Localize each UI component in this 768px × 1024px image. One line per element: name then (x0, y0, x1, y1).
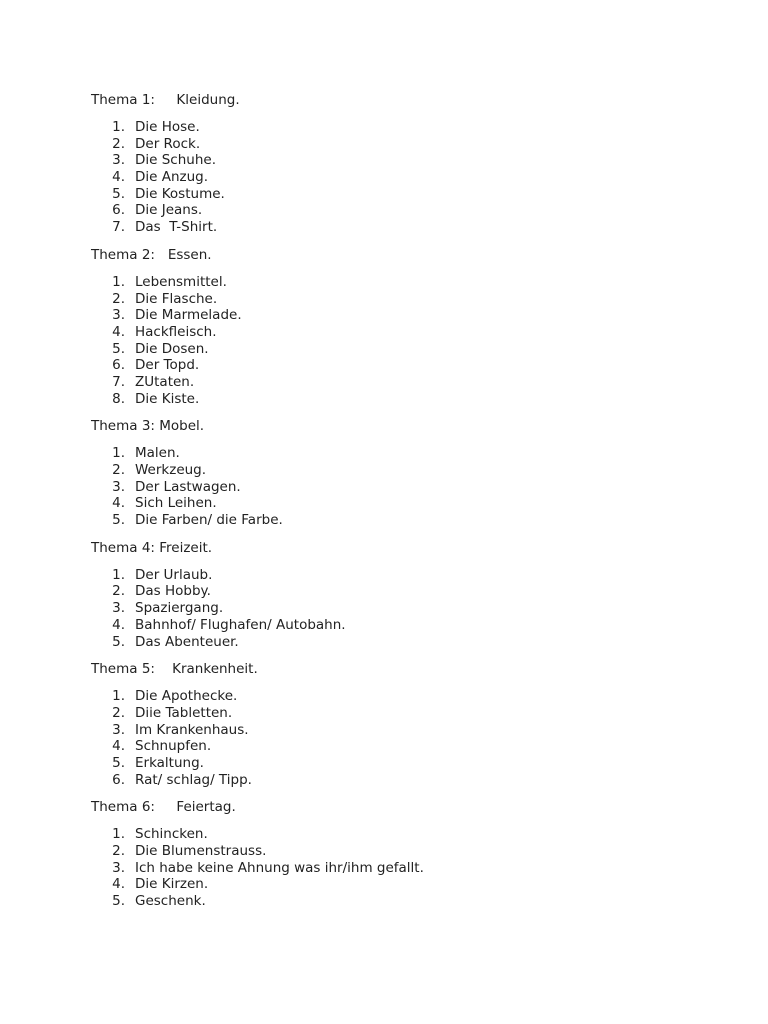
list-item-text: Schnupfen. (135, 738, 212, 755)
topic-vocab-list (91, 445, 731, 528)
list-item (91, 462, 731, 479)
topic-heading: Thema 2: Essen. (91, 246, 212, 263)
list-item (91, 688, 731, 705)
list-item-number: 3. (112, 600, 125, 617)
list-item (91, 893, 731, 910)
list-item (91, 119, 731, 136)
topic-section (91, 539, 731, 650)
list-item (91, 826, 731, 843)
list-item (91, 186, 731, 203)
list-item-text: Der Lastwagen. (135, 478, 241, 495)
list-item-number: 5. (112, 512, 125, 529)
list-item (91, 307, 731, 324)
list-item-text: Sich Leihen. (135, 495, 217, 512)
list-item-number: 4. (112, 616, 125, 633)
list-item-number: 3. (112, 307, 125, 324)
topic-section (91, 91, 731, 236)
topic-section (91, 417, 731, 528)
list-item-text: Die Apothecke. (135, 688, 238, 705)
topic-heading: Thema 4: Freizeit. (91, 539, 213, 556)
list-item-text: Der Topd. (135, 357, 200, 374)
list-item (91, 479, 731, 496)
list-item-number: 3. (112, 478, 125, 495)
list-item (91, 583, 731, 600)
list-item-number: 5. (112, 340, 125, 357)
list-item-number: 1. (112, 566, 125, 583)
topic-section (91, 246, 731, 408)
topic-section (91, 798, 731, 909)
list-item-text: Das Abenteuer. (135, 633, 239, 650)
list-item-text: Im Krankenhaus. (135, 721, 249, 738)
list-item (91, 324, 731, 341)
list-item-number: 3. (112, 152, 125, 169)
list-item-text: Die Kiste. (135, 390, 200, 407)
topic-vocab-list (91, 688, 731, 788)
list-item-number: 6. (112, 357, 125, 374)
list-item (91, 445, 731, 462)
list-item (91, 136, 731, 153)
list-item-text: Lebensmittel. (135, 273, 227, 290)
list-item-number: 4. (112, 495, 125, 512)
list-item (91, 876, 731, 893)
list-item-number: 2. (112, 583, 125, 600)
list-item-number: 2. (112, 704, 125, 721)
list-item (91, 495, 731, 512)
list-item (91, 374, 731, 391)
list-item-text: Bahnhof/ Flughafen/ Autobahn. (135, 616, 346, 633)
list-item (91, 391, 731, 408)
list-item-text: Das Hobby. (135, 583, 211, 600)
list-item (91, 219, 731, 236)
list-item (91, 202, 731, 219)
list-item-text: Malen. (135, 445, 180, 462)
list-item-text: Der Rock. (135, 135, 201, 152)
list-item-number: 2. (112, 462, 125, 478)
list-item-text: Die Kirzen. (135, 876, 209, 893)
list-item-number: 4. (112, 323, 125, 340)
list-item (91, 634, 731, 651)
list-item (91, 274, 731, 291)
topic-heading: Thema 6: Feiertag. (91, 799, 236, 816)
list-item-number: 6. (112, 202, 125, 219)
list-item-number: 1. (112, 273, 125, 290)
topic-vocab-list (91, 119, 731, 236)
list-item-number: 5. (112, 633, 125, 650)
list-item-text: Die Farben/ die Farbe. (135, 512, 283, 529)
topic-vocab-list (91, 826, 731, 909)
list-item (91, 169, 731, 186)
list-item-number: 6. (112, 771, 125, 788)
list-item-text: Der Urlaub. (135, 566, 213, 583)
topic-section (91, 660, 731, 788)
list-item-text: Die Kostume. (135, 185, 225, 202)
list-item-number: 1. (112, 445, 125, 462)
list-item-text: Die Jeans. (135, 202, 203, 219)
list-item-number: 5. (112, 185, 125, 202)
list-item-text: Hackfleisch. (135, 323, 217, 340)
topic-heading: Thema 5: Krankenheit. (91, 661, 258, 678)
list-item (91, 341, 731, 358)
list-item-text: Die Dosen. (135, 340, 209, 357)
list-item-number: 4. (112, 738, 125, 755)
list-item (91, 843, 731, 860)
topic-heading: Thema 3: Mobel. (91, 418, 205, 435)
list-item-number: 1. (112, 826, 125, 843)
list-item-text: Das T-Shirt. (135, 219, 218, 236)
list-item-text: Rat/ schlag/ Tipp. (135, 771, 252, 788)
list-item-number: 1. (112, 119, 125, 135)
list-item-number: 3. (112, 721, 125, 738)
list-item-number: 2. (112, 290, 125, 307)
list-item-text: Die Flasche. (135, 290, 218, 307)
list-item-number: 3. (112, 859, 125, 876)
list-item (91, 772, 731, 789)
list-item-text: Die Hose. (135, 119, 200, 135)
list-item-text: Die Marmelade. (135, 307, 242, 324)
list-item-number: 7. (112, 373, 125, 390)
list-item-text: Spaziergang. (135, 600, 224, 617)
list-item-number: 4. (112, 169, 125, 186)
list-item (91, 617, 731, 634)
list-item-text: Werkzeug. (135, 462, 207, 478)
list-item-number: 1. (112, 688, 125, 705)
list-item-text: Die Schuhe. (135, 152, 216, 169)
list-item-text: ZUtaten. (135, 373, 195, 390)
list-item-number: 4. (112, 876, 125, 893)
list-item-text: Schincken. (135, 826, 208, 843)
list-item (91, 738, 731, 755)
list-item-number: 5. (112, 754, 125, 771)
document-content (91, 91, 731, 920)
list-item (91, 567, 731, 584)
list-item (91, 755, 731, 772)
list-item-number: 2. (112, 843, 125, 859)
list-item (91, 705, 731, 722)
list-item-number: 7. (112, 219, 125, 236)
list-item-number: 2. (112, 135, 125, 152)
list-item (91, 860, 731, 877)
list-item-text: Diie Tabletten. (135, 704, 233, 721)
list-item-text: Ich habe keine Ahnung was ihr/ihm gefallt. (135, 859, 424, 876)
list-item-number: 8. (112, 390, 125, 407)
list-item-number: 5. (112, 893, 125, 910)
topic-vocab-list (91, 274, 731, 408)
list-item (91, 152, 731, 169)
topic-vocab-list (91, 567, 731, 650)
list-item (91, 291, 731, 308)
list-item (91, 357, 731, 374)
list-item (91, 600, 731, 617)
list-item (91, 722, 731, 739)
list-item-text: Geschenk. (135, 893, 206, 910)
list-item (91, 512, 731, 529)
topic-heading: Thema 1: Kleidung. (91, 92, 240, 108)
list-item-text: Die Blumenstrauss. (135, 843, 267, 859)
list-item-text: Die Anzug. (135, 169, 209, 186)
list-item-text: Erkaltung. (135, 754, 204, 771)
